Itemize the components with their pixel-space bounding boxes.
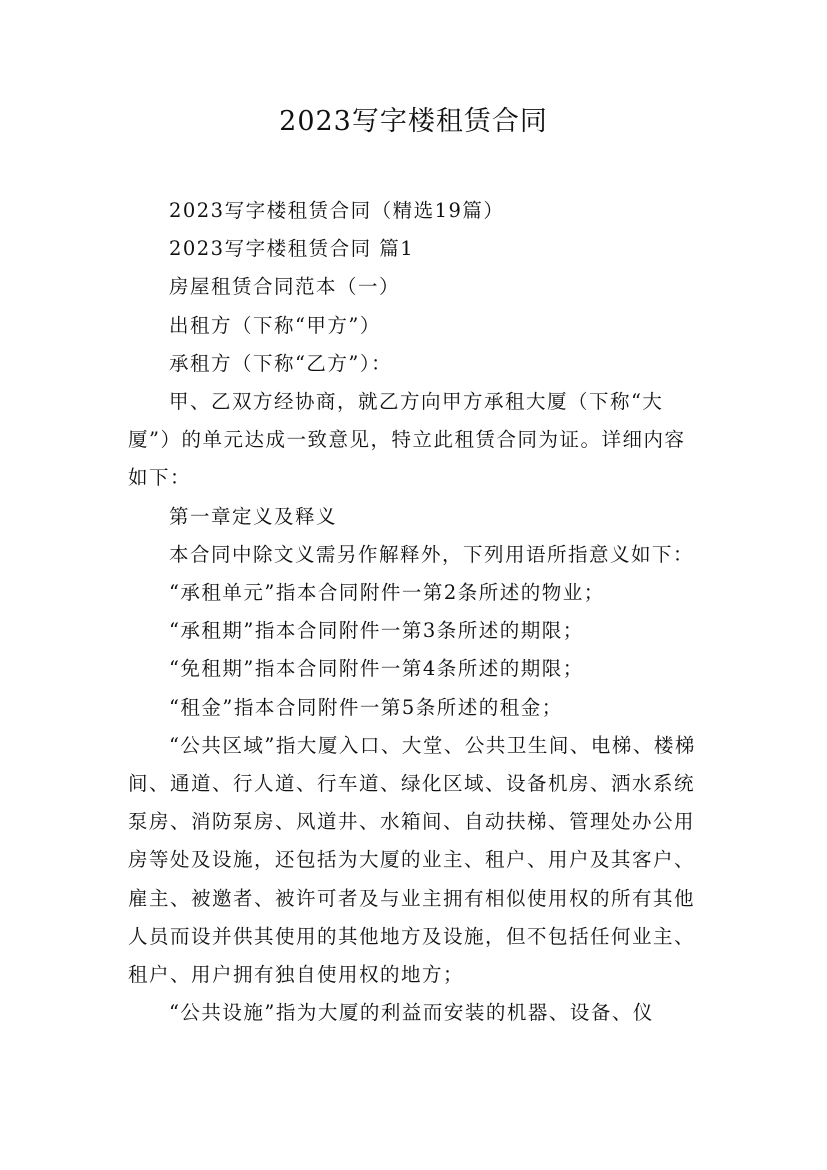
paragraph-definition-term: “承租期”指本合同附件一第3条所述的期限； (168, 619, 584, 643)
paragraph-heading-chapter: 2023写字楼租赁合同 篇1 (168, 237, 415, 261)
paragraph-definition-public-area: “公共区域”指大厦入口、大堂、公共卫生间、电梯、楼梯间、通道、行人道、行车道、绿化区域、设备机房、洒水系统泵房、消防泵房、风道井、水箱间、自动扶梯、管理处办公用房等处及设施，还包括为大厦的业主、租户、用户及其客户、雇主、被邀者、被许可者及与业主拥有相似使用权的所有其他人员而设并供其使用的其他地方及设施，但不包括任何业主、租户、用户拥有独自使用权的地方； (128, 733, 696, 987)
paragraph-definition-rent: “租金”指本合同附件一第5条所述的租金； (168, 695, 563, 719)
paragraph-intro: 甲、乙双方经协商，就乙方向甲方承租大厦（下称“大厦”）的单元达成一致意见，特立此租赁合同为证。详细内容如下： (128, 390, 686, 490)
paragraph-definitions-intro: 本合同中除文义需另作解释外，下列用语所指意义如下： (168, 542, 694, 566)
paragraph-template-title: 房屋租赁合同范本（一） (168, 275, 400, 299)
document-title: 2023写字楼租赁合同 (279, 106, 548, 137)
paragraph-chapter-one: 第一章定义及释义 (168, 504, 337, 528)
paragraph-definition-public-facilities: “公共设施”指为大厦的利益而安装的机器、设备、仪 (168, 1001, 654, 1025)
paragraph-lessee: 承租方（下称“乙方”）： (168, 351, 393, 375)
paragraph-definition-free-period: “免租期”指本合同附件一第4条所述的期限； (168, 657, 584, 681)
paragraph-lessor: 出租方（下称“甲方”） (168, 313, 381, 337)
document-body (128, 192, 706, 1032)
paragraph-definition-unit: “承租单元”指本合同附件一第2条所述的物业； (168, 581, 605, 605)
paragraph-heading-collection: 2023写字楼租赁合同（精选19篇） (168, 199, 505, 222)
